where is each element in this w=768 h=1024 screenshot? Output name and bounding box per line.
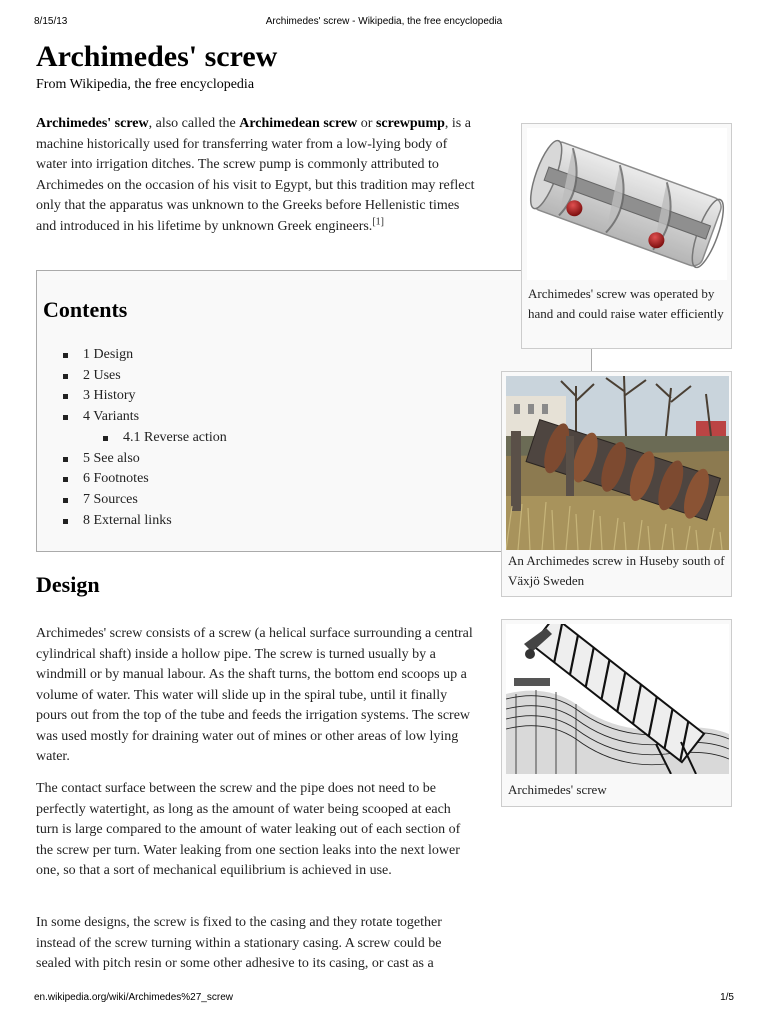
- intro-text-2: or: [357, 116, 376, 131]
- print-header: [34, 16, 734, 30]
- intro-paragraph: [36, 114, 476, 237]
- toc-item-reverse-action[interactable]: 4.1 Reverse action: [63, 428, 227, 449]
- toc-item-footnotes[interactable]: 6 Footnotes: [63, 469, 227, 490]
- intro-bold-term-3: screwpump: [375, 116, 445, 131]
- print-page-number: 1/5: [720, 992, 734, 1003]
- page-subtitle: From Wikipedia, the free encyclopedia: [36, 77, 255, 92]
- huseby-photo-image[interactable]: [506, 376, 729, 550]
- design-paragraph-1: Archimedes' screw consists of a screw (a helical surface surrounding a central cylindrical shaft) inside a hollow pipe. The screw is turned usually by a windmill or by manual labour. As the shaft turns, the bottom end scoops up a volume of water. This water will slide up in the spiral tube, until it finally pours out from the top of the tube and feeds the irrigation systems. The screw was used mostly for draining water out of mines or other areas of low lying water.: [36, 626, 473, 764]
- print-url: en.wikipedia.org/wiki/Archimedes%27_screw: [34, 992, 233, 1003]
- figure-caption: An Archimedes screw in Huseby south of Växjö Sweden: [508, 553, 725, 588]
- toc-item-history[interactable]: 3 History: [63, 386, 227, 407]
- print-title: Archimedes' screw - Wikipedia, the free encyclopedia: [265, 16, 503, 27]
- print-footer: [34, 992, 734, 1006]
- figure-screw-animation: [521, 123, 732, 349]
- toc-item-sources[interactable]: 7 Sources: [63, 490, 227, 511]
- figure-huseby-photo: [501, 371, 732, 597]
- figure-screw-engraving: [501, 619, 732, 807]
- toc-item-variants[interactable]: 4 Variants: [63, 407, 227, 428]
- intro-bold-term-2: Archimedean screw: [239, 116, 358, 131]
- toc-item-external-links[interactable]: 8 External links: [63, 511, 227, 532]
- section-heading-design: Design: [36, 572, 100, 597]
- screw-animation-image[interactable]: [527, 128, 727, 280]
- toc-item-design[interactable]: 1 Design: [63, 345, 227, 366]
- toc-item-see-also[interactable]: 5 See also: [63, 449, 227, 470]
- toc-title: Contents: [43, 297, 128, 322]
- page-title: Archimedes' screw: [36, 40, 278, 73]
- design-paragraph-3: In some designs, the screw is fixed to the casing and they rotate together instead of the screw turning within a stationary casing. A screw could be sealed with pitch resin or some other adhesive to its casing, or cast as a: [36, 915, 442, 971]
- design-paragraph-2: The contact surface between the screw and the pipe does not need to be perfectly watertight, as long as the amount of water being scooped at each turn is large compared to the amount of water leaking out of each section of the screw per turn. Water leaking from one section leaks into the next lower one, so that a sort of mechanical equilibrium is achieved in use.: [36, 781, 461, 878]
- citation-link[interactable]: [1]: [372, 215, 384, 227]
- figure-caption: Archimedes' screw was operated by hand and could raise water efficiently: [528, 286, 724, 321]
- screw-engraving-image[interactable]: [506, 624, 729, 774]
- intro-text-3: , is a machine historically used for transferring water from a low-lying body of water into irrigation ditches. The screw pump is commonly attributed to Archimedes on the occasion of his visit to Egypt, but this tradition may reflect only that the apparatus was unknown to the Greeks before Hellenistic times and introduced in his lifetime by unknown Greek engineers.: [36, 116, 475, 234]
- intro-bold-term-1: Archimedes' screw: [36, 116, 149, 131]
- print-date: 8/15/13: [34, 16, 68, 27]
- intro-text-1: , also called the: [148, 116, 240, 131]
- toc-item-uses[interactable]: 2 Uses: [63, 366, 227, 387]
- toc-list: [63, 345, 227, 531]
- figure-caption: Archimedes' screw: [508, 782, 607, 797]
